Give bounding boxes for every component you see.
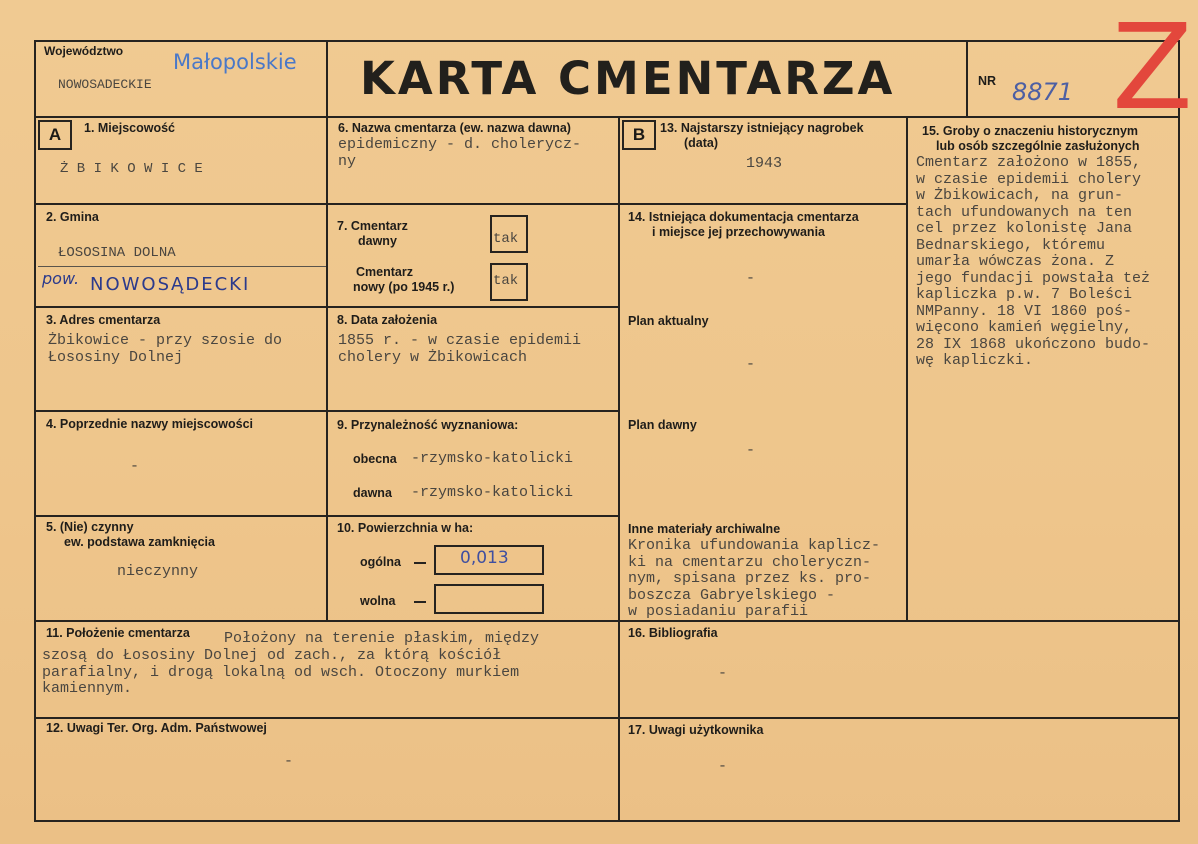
section-b-box: B <box>622 120 656 150</box>
wojewodztwo-typed: NOWOSADECKIE <box>58 77 152 92</box>
plan-aktualny-value: - <box>746 356 756 373</box>
f9-dawna-label: dawna <box>353 486 392 500</box>
f10-wolna-dash <box>414 601 426 603</box>
nr-value: 8871 <box>1012 78 1074 106</box>
f7-nowy-label-1: Cmentarz <box>356 265 413 279</box>
f7-dawny-label-2: dawny <box>358 234 397 248</box>
row-c1-3 <box>34 410 328 412</box>
f2-value: ŁOSOSINA DOLNA <box>58 245 176 261</box>
f10-ogolna-label: ogólna <box>360 555 401 569</box>
f12-label: 12. Uwagi Ter. Org. Adm. Państwowej <box>46 721 267 735</box>
f7-nowy-label-2: nowy (po 1945 r.) <box>353 280 455 294</box>
row-c3-1 <box>618 203 908 205</box>
section-a-box: A <box>38 120 72 150</box>
f2-pow-value: NOWOSĄDECKI <box>90 274 251 295</box>
f3-label: 3. Adres cmentarza <box>46 313 161 327</box>
wojewodztwo-label: Województwo <box>44 44 124 58</box>
header-div-1 <box>326 40 328 118</box>
row-c2-4 <box>326 515 620 517</box>
f17-value: - <box>718 758 728 775</box>
col-div-1 <box>326 116 328 620</box>
row-c2-2 <box>326 306 620 308</box>
frame-left <box>34 40 36 822</box>
f10-ogolna-value: 0,013 <box>460 548 509 568</box>
f3-value: Żbikowice - przy szosie do Łososiny Dolnej <box>48 332 283 366</box>
plan-aktualny-label: Plan aktualny <box>628 314 709 328</box>
f6-value: epidemiczny - d. cholerycz- ny <box>338 136 582 170</box>
f15-label-2: lub osób szczególnie zasłużonych <box>936 139 1140 153</box>
f16-value: - <box>718 665 728 682</box>
f7-dawny-value: tak <box>493 231 519 247</box>
row-c2-1 <box>326 203 620 205</box>
f17-label: 17. Uwagi użytkownika <box>628 723 764 737</box>
card-title: KARTA CMENTARZA <box>360 52 896 105</box>
row-c2-3 <box>326 410 620 412</box>
f9-obecna-value: -rzymsko-katolicki <box>411 450 574 467</box>
f5-label-1: 5. (Nie) czynny <box>46 520 134 534</box>
row-c1-1 <box>34 203 328 205</box>
f4-label: 4. Poprzednie nazwy miejscowości <box>46 417 254 431</box>
corner-mark-z: Z <box>1112 0 1193 136</box>
nr-label: NR <box>978 74 997 88</box>
frame-top <box>34 40 1180 42</box>
wojewodztwo-stamp: Małopolskie <box>173 50 297 74</box>
f10-label: 10. Powierzchnia w ha: <box>337 521 474 535</box>
f13-value: 1943 <box>746 155 783 172</box>
f2-label: 2. Gmina <box>46 210 99 224</box>
f11-label: 11. Położenie cmentarza <box>46 626 190 640</box>
f1-label: 1. Miejscowość <box>84 121 176 135</box>
f13-label-1: 13. Najstarszy istniejący nagrobek <box>660 121 864 135</box>
f9-dawna-value: -rzymsko-katolicki <box>411 484 574 501</box>
f15-label-1: 15. Groby o znaczeniu historycznym <box>922 124 1139 138</box>
frame-right <box>1178 40 1180 822</box>
f10-wolna-label: wolna <box>360 594 396 608</box>
row-c1-4 <box>34 515 328 517</box>
f7-dawny-label-1: 7. Cmentarz <box>337 219 408 233</box>
f8-value: 1855 r. - w czasie epidemii cholery w Żbikowicach <box>338 332 582 366</box>
header-div-2 <box>966 40 968 118</box>
f8-label: 8. Data założenia <box>337 313 438 327</box>
f7-nowy-value: tak <box>493 273 519 289</box>
plan-dawny-value: - <box>746 442 756 459</box>
f1-value: Ż B I K O W I C E <box>60 161 203 177</box>
f10-wolna-box <box>434 584 544 614</box>
f4-value: - <box>130 458 140 475</box>
row-lower-mid <box>34 717 1180 719</box>
f14-value: - <box>746 270 756 287</box>
f2-pow-label: pow. <box>42 269 80 288</box>
plan-dawny-label: Plan dawny <box>628 418 697 432</box>
inne-label: Inne materiały archiwalne <box>628 522 781 536</box>
f15-value: Cmentarz założono w 1855, w czasie epidemii cholery w Żbikowicach, na grun- tach ufundowanych na ten cel przez kolonistę Jana Bednarskiego, któremu umarła wówczas żona. Z jego fundacji powstała też kapliczka p.w. 7 Boleści NMPanny. 18 VI 1860 poś- więcono kamień węgielny, 28 IX 1868 ukończono budo- wę kapliczki. <box>916 154 1151 369</box>
f11-value-rest: szosą do Łososiny Dolnej od zach., za którą kościół parafialny, i drogą lokalną od wsch. Otoczony murkiem kamiennym. <box>42 647 520 697</box>
f12-value: - <box>284 753 294 770</box>
f14-label-1: 14. Istniejąca dokumentacja cmentarza <box>628 210 859 224</box>
row-c1-2 <box>34 306 328 308</box>
f16-label: 16. Bibliografia <box>628 626 718 640</box>
f14-label-2: i miejsce jej przechowywania <box>652 225 825 239</box>
frame-bottom <box>34 820 1180 822</box>
f5-label-2: ew. podstawa zamknięcia <box>64 535 215 549</box>
f2-underline <box>38 266 326 267</box>
f10-ogolna-dash <box>414 562 426 564</box>
f6-label: 6. Nazwa cmentarza (ew. nazwa dawna) <box>338 121 571 135</box>
inne-value: Kronika ufundowania kaplicz- ki na cmentarzu choleryczn- nym, spisana przez ks. pro- boszcza Gabryelskiego - w posiadaniu parafii <box>628 537 881 619</box>
f11-value-first: Położony na terenie płaskim, między <box>224 630 540 647</box>
f9-obecna-label: obecna <box>353 452 397 466</box>
f9-label: 9. Przynależność wyznaniowa: <box>337 418 519 432</box>
f5-value: nieczynny <box>117 563 199 580</box>
inne-value-clip <box>620 537 930 619</box>
row-lower-top <box>34 620 1180 622</box>
f13-label-2: (data) <box>684 136 719 150</box>
header-bottom <box>34 116 1180 118</box>
col-div-2 <box>618 116 620 820</box>
